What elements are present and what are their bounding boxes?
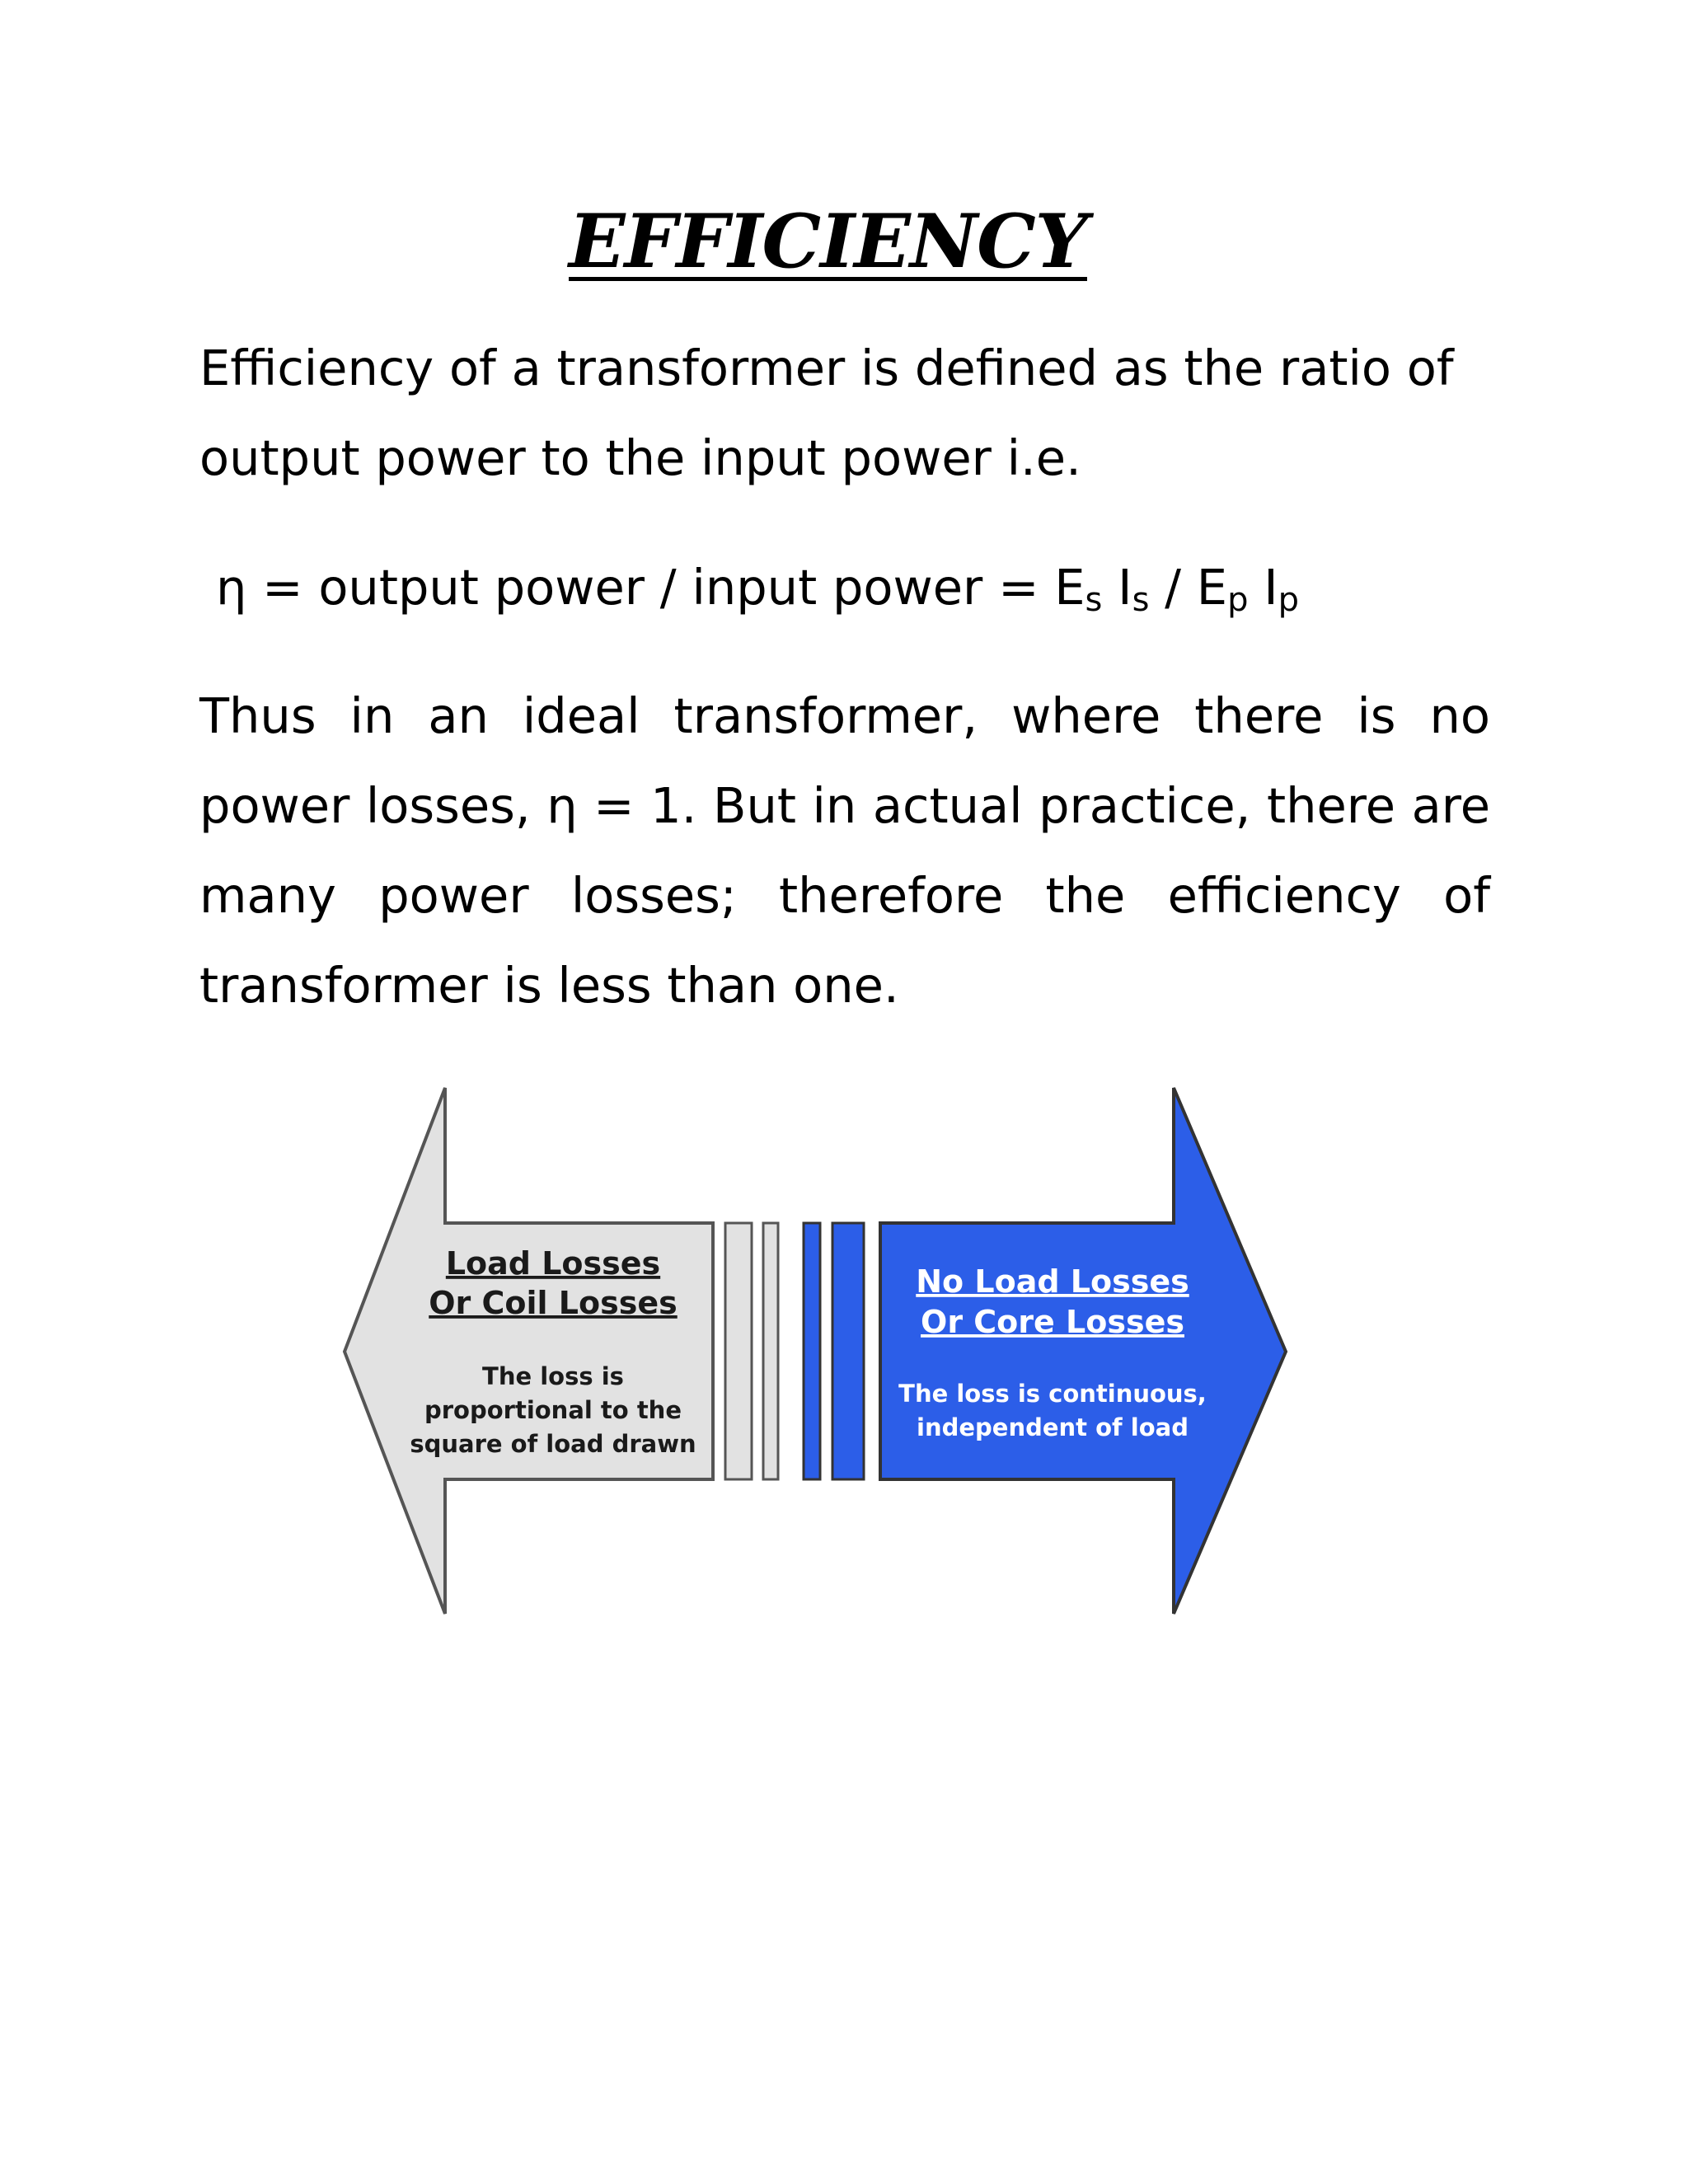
formula-ep: $E_p$: [1196, 559, 1249, 619]
load-losses-desc-1: The loss is: [482, 1362, 624, 1390]
no-load-losses-heading-2: Or Core Losses: [921, 1304, 1184, 1340]
right-arrow-shape: [880, 1088, 1286, 1614]
no-load-losses-desc-2: independent of load: [917, 1413, 1189, 1441]
formula-is: $I_s$: [1118, 559, 1150, 619]
separator-bar-1: [725, 1223, 752, 1479]
separator-bar-4: [832, 1223, 864, 1479]
load-losses-desc-3: square of load drawn: [410, 1430, 696, 1458]
formula-es: $E_s$: [1054, 559, 1103, 619]
ideal-transformer-paragraph: Thus in an ideal transformer, where there is no power losses, η = 1. But in actual practice, there are many power losses; therefore the efficiency of transformer is less than one.: [199, 687, 1490, 1014]
page-title: EFFICIENCY: [569, 198, 1087, 285]
left-arrow-shape: [345, 1088, 713, 1614]
load-losses-heading-2: Or Coil Losses: [429, 1285, 678, 1321]
no-load-losses-desc-1: The loss is continuous,: [898, 1380, 1207, 1408]
definition-paragraph: Efficiency of a transformer is defined as the ratio of output power to the input power i.e.: [199, 340, 1454, 486]
no-load-losses-heading-1: No Load Losses: [916, 1263, 1189, 1300]
formula-ip: $I_p$: [1264, 559, 1300, 619]
separator-bar-2: [763, 1223, 778, 1479]
load-losses-heading-1: Load Losses: [445, 1245, 661, 1282]
formula-lhs: η = output power / input power =: [216, 559, 1055, 616]
formula-slash: /: [1149, 559, 1197, 616]
load-losses-desc-2: proportional to the: [424, 1396, 682, 1424]
separator-bar-3: [804, 1223, 820, 1479]
